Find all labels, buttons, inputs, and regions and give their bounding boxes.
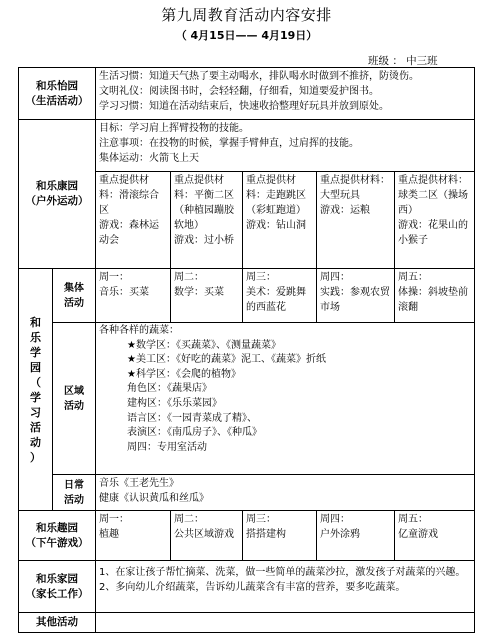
- row-area: [19, 323, 475, 475]
- hequ-header: 和乐趣园 （下午游戏）: [19, 511, 96, 561]
- hekang-goals: [96, 120, 475, 172]
- area-line: 表演区：《南瓜房子》、《种瓜》: [127, 427, 262, 439]
- hejia-header: 和乐家园 （家长工作）: [19, 561, 96, 613]
- row-heyi: [19, 68, 475, 120]
- row-other: [19, 613, 475, 633]
- hejia-line: 2、多向幼儿介绍蔬菜，告诉幼儿蔬菜含有丰富的营养，要多吃蔬菜。: [99, 582, 406, 593]
- page-title: 第九周教育活动内容安排: [161, 6, 332, 24]
- hejia-content: [96, 561, 475, 613]
- hequ-day: 周五： 亿童游戏: [395, 511, 475, 561]
- heyi-header: 和乐怡园 （生活活动）: [19, 68, 96, 120]
- daily-content: [96, 475, 475, 511]
- area-intro: 各种各样的蔬菜：: [99, 325, 179, 336]
- hequ-day: 周二： 公共区域游戏: [171, 511, 243, 561]
- daily-line: 音乐《王老先生》: [99, 478, 179, 489]
- date-range: （ 4月15日—— 4月19日）: [175, 29, 318, 42]
- area-line: 语言区：《一园青菜成了精》、: [127, 412, 257, 424]
- row-daily: [19, 475, 475, 511]
- other-content: [96, 613, 475, 633]
- hekang-col: 重点提供材料：滑滚综合区 游戏：森林运动会: [96, 172, 171, 269]
- area-line: 角色区：《蔬果店》: [127, 383, 212, 395]
- row-collective: [19, 269, 475, 323]
- hequ-day: 周三： 搭搭建构: [243, 511, 317, 561]
- daily-line: 健康《认识黄瓜和丝瓜》: [99, 493, 209, 504]
- row-hequ: [19, 511, 475, 561]
- collective-day: 周四： 实践：参观农贸市场: [317, 269, 395, 323]
- area-content: [96, 323, 475, 475]
- area-line: ★数学区：《买蔬菜》、《测量蔬菜》: [127, 339, 281, 351]
- collective-day: 周一： 音乐：买菜: [96, 269, 171, 323]
- hekang-line: 注意事项：在投物的时候，掌握手臂伸直，过肩挥的技能。: [99, 138, 359, 149]
- schedule-table: [18, 67, 475, 633]
- collective-day: 周五： 体操：斜坡垫前滚翻: [395, 269, 475, 323]
- area-line: ★科学区：《会爬的植物》: [127, 368, 241, 380]
- collective-day: 周二： 数学：买菜: [171, 269, 243, 323]
- hekang-col: 重点提供材料：平衡二区（种植园蹦胶软地） 游戏：过小桥: [171, 172, 243, 269]
- hequ-day: 周四： 户外涂鸦: [317, 511, 395, 561]
- hekang-col: 重点提供材料：大型玩具 游戏：运粮: [317, 172, 395, 269]
- area-line: 建构区：《乐乐菜园》: [127, 397, 222, 409]
- hekang-col: 重点提供材料：球类二区（操场西） 游戏：花果山的小猴子: [395, 172, 475, 269]
- class-label: 班级 ： 中三班: [368, 55, 438, 67]
- heyi-line: 生活习惯：知道天气热了要主动喝水，排队喝水时做到不推挤，防烫伤。: [99, 71, 419, 82]
- row-hekang-goal: [19, 120, 475, 172]
- hekang-line: 目标：学习肩上挥臂投物的技能。: [99, 123, 249, 134]
- hequ-day: 周一： 植趣: [96, 511, 171, 561]
- area-header: 区域 活动: [53, 323, 96, 475]
- other-header: 其他活动: [19, 613, 96, 633]
- collective-header: 集体 活动: [53, 269, 96, 323]
- area-line: 周四：专用室活动: [127, 441, 207, 453]
- heyi-content: [96, 68, 475, 120]
- hejia-line: 1、在家让孩子帮忙摘菜、洗菜，做一些简单的蔬菜沙拉，激发孩子对蔬菜的兴趣。: [99, 567, 466, 578]
- hekang-line: 集体运动：火箭飞上天: [99, 153, 199, 164]
- heyi-line: 文明礼仪：阅读图书时，会轻轻翻，仔细看，知道要爱护图书。: [99, 86, 379, 97]
- row-hejia: [19, 561, 475, 613]
- hekang-col: 重点提供材料：走跑跳区（彩虹跑道） 游戏：钻山洞: [243, 172, 317, 269]
- daily-header: 日常 活动: [53, 475, 96, 511]
- hexue-header: 和 乐 学 园 （ 学 习 活 动 ）: [19, 269, 53, 511]
- area-line: ★美工区：《好吃的蔬菜》泥工、《蔬菜》折纸: [127, 354, 326, 366]
- collective-day: 周三： 美术：爱跳舞的西蓝花: [243, 269, 317, 323]
- heyi-line: 学习习惯：知道在活动结束后，快速收拾整理好玩具并放到原处。: [99, 101, 389, 112]
- hekang-header: 和乐康园 （户外运动）: [19, 120, 96, 269]
